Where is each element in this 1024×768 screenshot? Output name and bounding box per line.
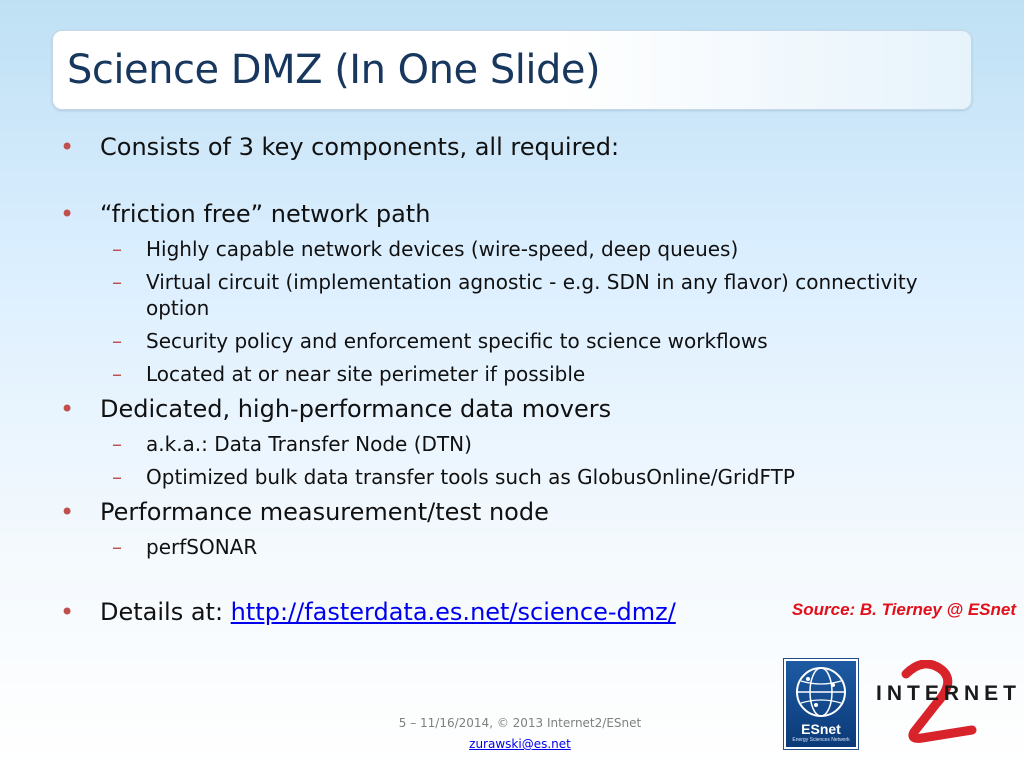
bullet-dot: • <box>60 598 75 626</box>
bullet-text: Dedicated, high-performance data movers <box>100 395 612 423</box>
bullet-item <box>60 497 1000 527</box>
globe-icon <box>786 661 856 723</box>
sub-bullet-item <box>60 269 966 321</box>
bullet-item <box>60 199 1000 229</box>
esnet-logo-tagline: Energy Sciences Network <box>792 737 850 743</box>
internet2-logo-text: INTERNET <box>876 682 1021 705</box>
sub-bullet-dash: – <box>112 237 122 261</box>
esnet-logo <box>783 658 859 750</box>
bullet-item <box>60 394 1000 424</box>
sub-bullet-item <box>60 534 1000 560</box>
sub-bullet-text: perfSONAR <box>146 535 258 559</box>
sub-bullet-dash: – <box>112 535 122 559</box>
bullet-dot: • <box>60 133 75 161</box>
footer-text: 5 – 11/16/2014, © 2013 Internet2/ESnet <box>398 716 642 730</box>
sub-bullet-item <box>60 431 1000 457</box>
sub-bullet-text: Virtual circuit (implementation agnostic - e.g. SDN in any flavor) connectivity option <box>146 270 918 320</box>
sub-bullet-item <box>60 328 1000 354</box>
bullet-item <box>60 132 1000 162</box>
sub-bullet-dash: – <box>112 465 122 489</box>
title-box <box>52 30 972 110</box>
bullet-text: “friction free” network path <box>100 200 431 228</box>
bullet-text: Details at: <box>100 598 231 626</box>
slide-title: Science DMZ (In One Slide) <box>67 47 601 93</box>
bullet-dot: • <box>60 395 75 423</box>
sub-bullet-dash: – <box>112 329 122 353</box>
internet2-swoosh-icon <box>868 660 1018 760</box>
sub-bullet-dash: – <box>112 362 122 386</box>
esnet-logo-text: ESnet <box>801 721 841 737</box>
slide-body <box>60 132 1000 634</box>
bullet-text: Performance measurement/test node <box>100 498 549 526</box>
sub-bullet-text: Optimized bulk data transfer tools such as GlobusOnline/GridFTP <box>146 465 795 489</box>
sub-bullet-item <box>60 464 1000 490</box>
bullet-text: Consists of 3 key components, all required: <box>100 133 620 161</box>
sub-bullet-dash: – <box>112 432 122 456</box>
footer-email-link[interactable]: zurawski@es.net <box>469 737 571 751</box>
sub-bullet-text: Highly capable network devices (wire-speed, deep queues) <box>146 237 739 261</box>
internet2-logo <box>868 660 1021 760</box>
sub-bullet-text: Located at or near site perimeter if possible <box>146 362 586 386</box>
source-note: Source: B. Tierney @ ESnet <box>791 600 1016 619</box>
sub-bullet-text: a.k.a.: Data Transfer Node (DTN) <box>146 432 472 456</box>
sub-bullet-dash: – <box>112 270 122 294</box>
sub-bullet-item <box>60 236 1000 262</box>
details-link[interactable]: http://fasterdata.es.net/science-dmz/ <box>230 598 676 626</box>
bullet-dot: • <box>60 200 75 228</box>
bullet-dot: • <box>60 498 75 526</box>
sub-bullet-item <box>60 361 1000 387</box>
sub-bullet-text: Security policy and enforcement specific to science workflows <box>146 329 768 353</box>
